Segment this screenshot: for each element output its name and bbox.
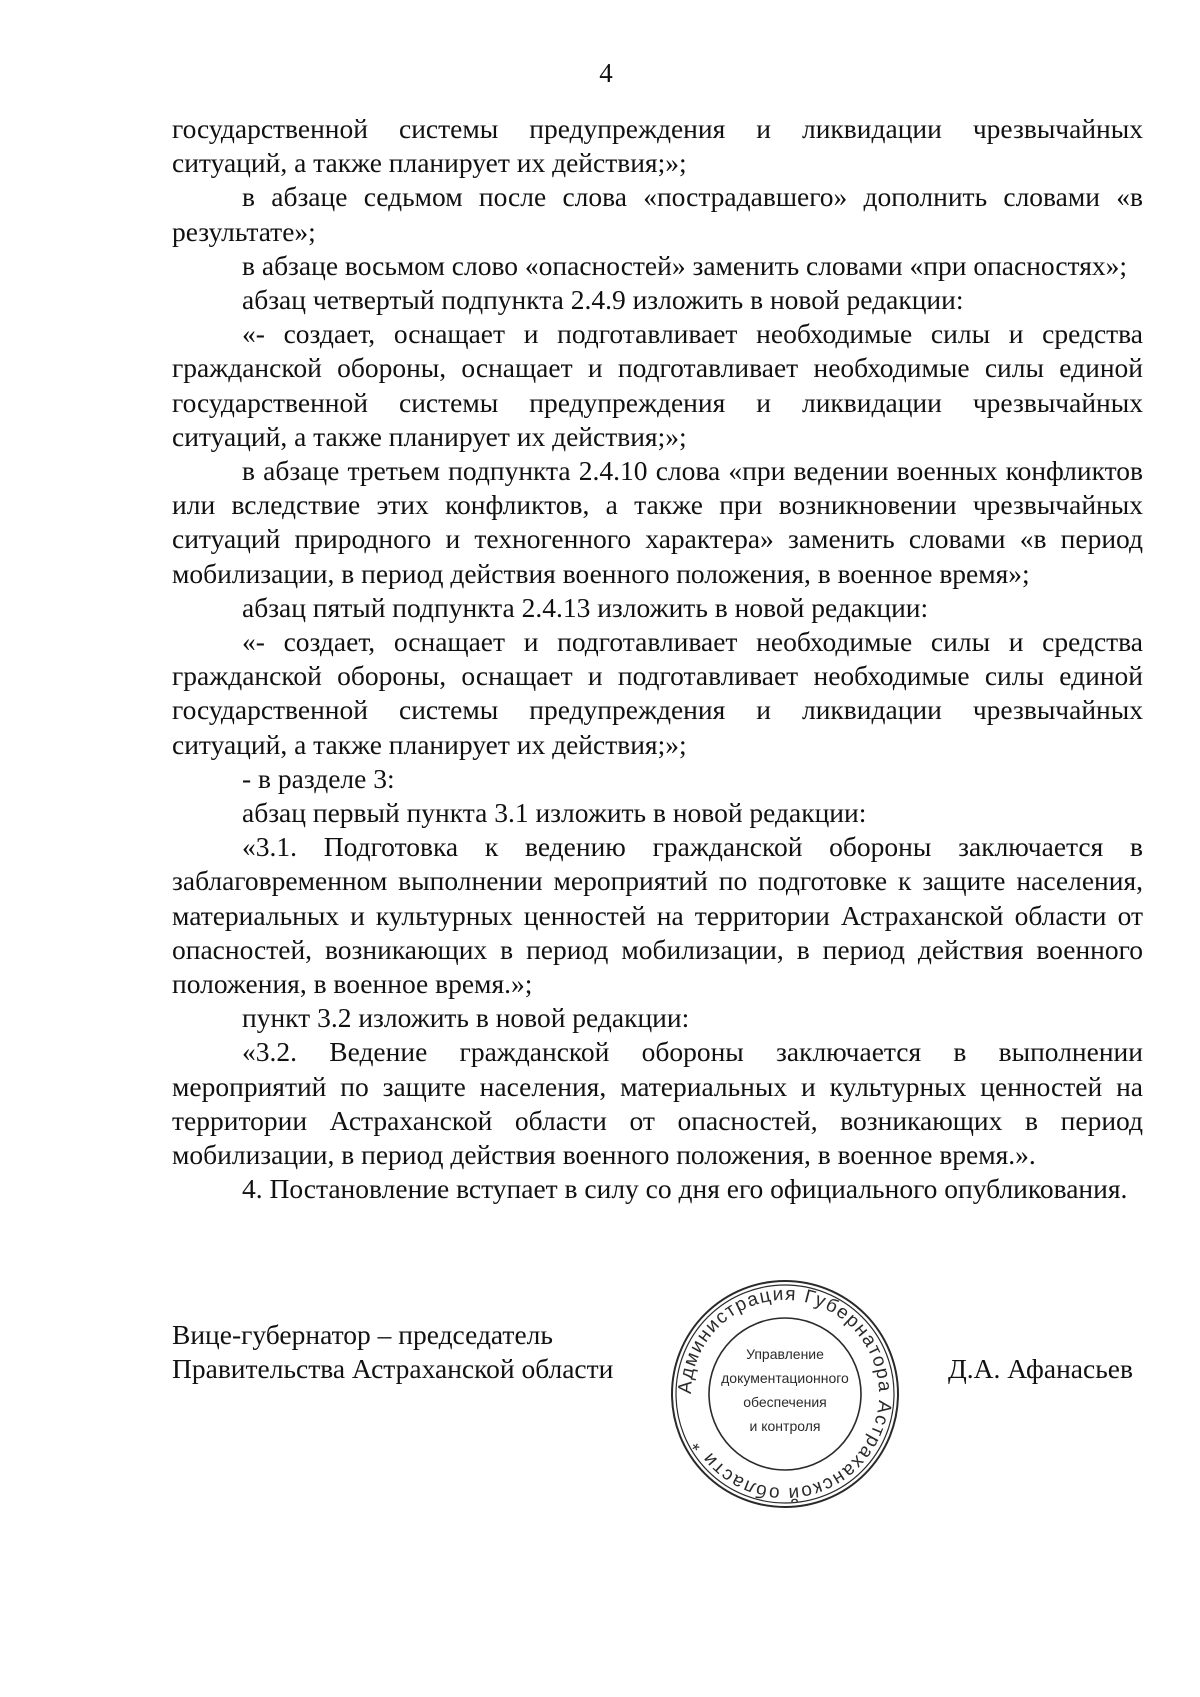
stamp-center-line-1: Управление: [746, 1346, 824, 1362]
body-paragraph: пункт 3.2 изложить в новой редакции:: [242, 1002, 690, 1034]
stamp-ring-text: Администрация Губернатора Астраханской области *: [674, 1283, 896, 1505]
stamp-seal-graphic: [668, 1277, 902, 1511]
signatory-name: Д.А. Афанасьев: [948, 1353, 1133, 1384]
body-paragraph: - в разделе 3:: [242, 762, 395, 794]
body-paragraph: «3.2. Ведение гражданской обороны заключается в выполнении мероприятий по защите населения, материальных и культурных ценностей на территории Астраханской области от опасностей, возникающих в период мобилизации, в период действия военного положения, в военное время.».: [172, 1036, 1143, 1171]
stamp-center-line-3: обеспечения: [743, 1394, 827, 1410]
stamp-center-line-2: документационного: [721, 1370, 849, 1386]
signature-position-line-1: Вице-губернатор – председатель: [172, 1319, 553, 1350]
body-paragraph: абзац пятый подпункта 2.4.13 изложить в новой редакции:: [242, 591, 929, 623]
body-paragraph: «3.1. Подготовка к ведению гражданской обороны заключается в заблаговременном выполнении мероприятий по подготовке к защите населения, материальных и культурных ценностей на территории Астраханской области от опасностей, возникающих в период мобилизации, в период действия военного положения, в военное время.»;: [172, 831, 1143, 1000]
body-paragraph: абзац четвертый подпункта 2.4.9 изложить в новой редакции:: [242, 284, 964, 316]
body-paragraph: в абзаце третьем подпункта 2.4.10 слова «при ведении военных конфликтов или вследствие этих конфликтов, а также при возникновении чрезвычайных ситуаций природного и техногенного характера» заменить словами «в период мобилизации, в период действия военного положения, в военное время»;: [172, 455, 1143, 589]
body-paragraph: абзац первый пункта 3.1 изложить в новой редакции:: [242, 797, 867, 829]
body-paragraph: государственной системы предупреждения и ликвидации чрезвычайных ситуаций, а также планирует их действия;»;: [172, 113, 1143, 179]
body-paragraph: в абзаце восьмом слово «опасностей» заменить словами «при опасностях»;: [242, 249, 1127, 281]
stamp-center-line-4: и контроля: [749, 1418, 821, 1434]
document-body: [172, 112, 1143, 1207]
signature-position: [172, 1318, 613, 1386]
official-stamp: [668, 1277, 902, 1511]
body-paragraph: «- создает, оснащает и подготавливает необходимые силы и средства гражданской обороны, оснащает и подготавливает необходимые силы единой государственной системы предупреждения и ликвидации чрезвычайных ситуаций, а также планирует их действия;»;: [172, 626, 1143, 760]
signature-position-line-2: Правительства Астраханской области: [172, 1353, 614, 1384]
body-paragraph: «- создает, оснащает и подготавливает необходимые силы и средства гражданской обороны, оснащает и подготавливает необходимые силы единой государственной системы предупреждения и ликвидации чрезвычайных ситуаций, а также планирует их действия;»;: [172, 318, 1143, 452]
body-paragraph: в абзаце седьмом после слова «пострадавшего» дополнить словами «в результате»;: [172, 181, 1143, 247]
body-paragraph: 4. Постановление вступает в силу со дня его официального опубликования.: [242, 1173, 1128, 1205]
page-number: 4: [599, 58, 613, 88]
